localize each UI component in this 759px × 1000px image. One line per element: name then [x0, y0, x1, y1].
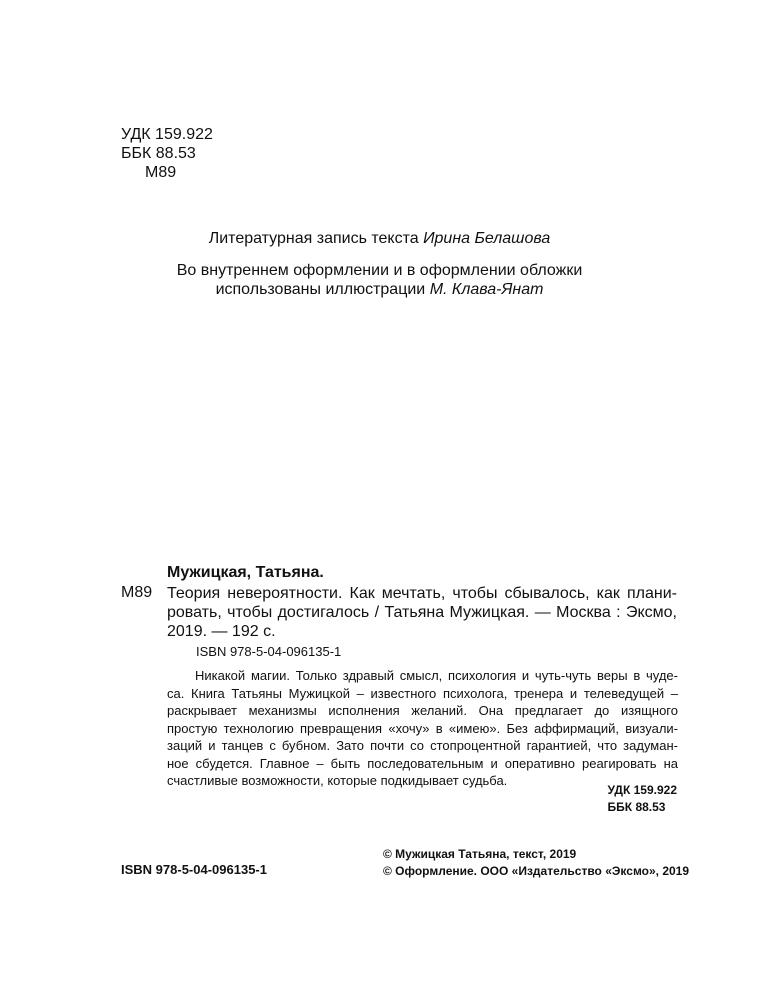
illustrations-credit-name: М. Клава-Янат: [429, 281, 544, 298]
author-mark: М89: [145, 164, 177, 181]
copyright-text: © Мужицкая Татьяна, текст, 2019: [383, 847, 577, 861]
abstract-line: счастливые возможности, которые подкидывает судьба.: [167, 773, 508, 788]
bib-author: Мужицкая, Татьяна.: [167, 564, 324, 581]
abstract-line: ное сбудется. Главное – быть последовательным и оперативно реагировать на: [167, 755, 678, 771]
bbk-code: ББК 88.53: [121, 145, 196, 162]
bib-description-line: ровать, чтобы достигалось / Татьяна Мужицкая. — Москва : Эксмо,: [167, 604, 677, 621]
illustrations-credit-line2: [0, 280, 759, 300]
literary-credit: [0, 229, 759, 249]
illustrations-credit-line1: Во внутреннем оформлении и в оформлении обложки: [176, 262, 583, 279]
illustrations-credit-prefix: использованы иллюстрации: [215, 281, 426, 298]
bib-description-line: 2019. — 192 с.: [167, 623, 276, 640]
literary-credit-prefix: Литературная запись текста: [208, 230, 419, 247]
abstract-line: раскрывает механизмы исполнения желаний. Она предлагает до изящного: [167, 703, 678, 718]
bib-mark: М89: [121, 584, 153, 601]
bib-abstract: [167, 667, 678, 790]
abstract-line: Никакой магии. Только здравый смысл, психология и чуть-чуть веры в чуде-: [195, 668, 678, 683]
copyright-block: [383, 846, 689, 880]
bib-udk-code: УДК 159.922: [607, 783, 677, 797]
footer-isbn: ISBN 978-5-04-096135-1: [121, 862, 267, 877]
bib-description-line: Теория невероятности. Как мечтать, чтобы сбывалось, как плани-: [167, 585, 677, 602]
copyright-design: © Оформление. ООО «Издательство «Эксмо», 2019: [383, 864, 690, 878]
abstract-line: простую технологию превращения «хочу» в «имею». Без аффирмаций, визуали-: [167, 720, 678, 736]
bib-classification: [608, 782, 677, 816]
bib-isbn: ISBN 978-5-04-096135-1: [196, 644, 342, 659]
top-classification: [121, 125, 213, 182]
udk-code: УДК 159.922: [121, 126, 213, 143]
bib-bbk-code: ББК 88.53: [607, 800, 666, 814]
abstract-line: заций и танцев с бубном. Зато почти со стопроцентной гарантией, что задуман-: [167, 738, 678, 753]
abstract-line: са. Книга Татьяны Мужицкой – известного психолога, тренера и телеведущей –: [167, 685, 678, 701]
literary-credit-name: Ирина Белашова: [423, 230, 551, 247]
bib-description: [167, 584, 677, 641]
